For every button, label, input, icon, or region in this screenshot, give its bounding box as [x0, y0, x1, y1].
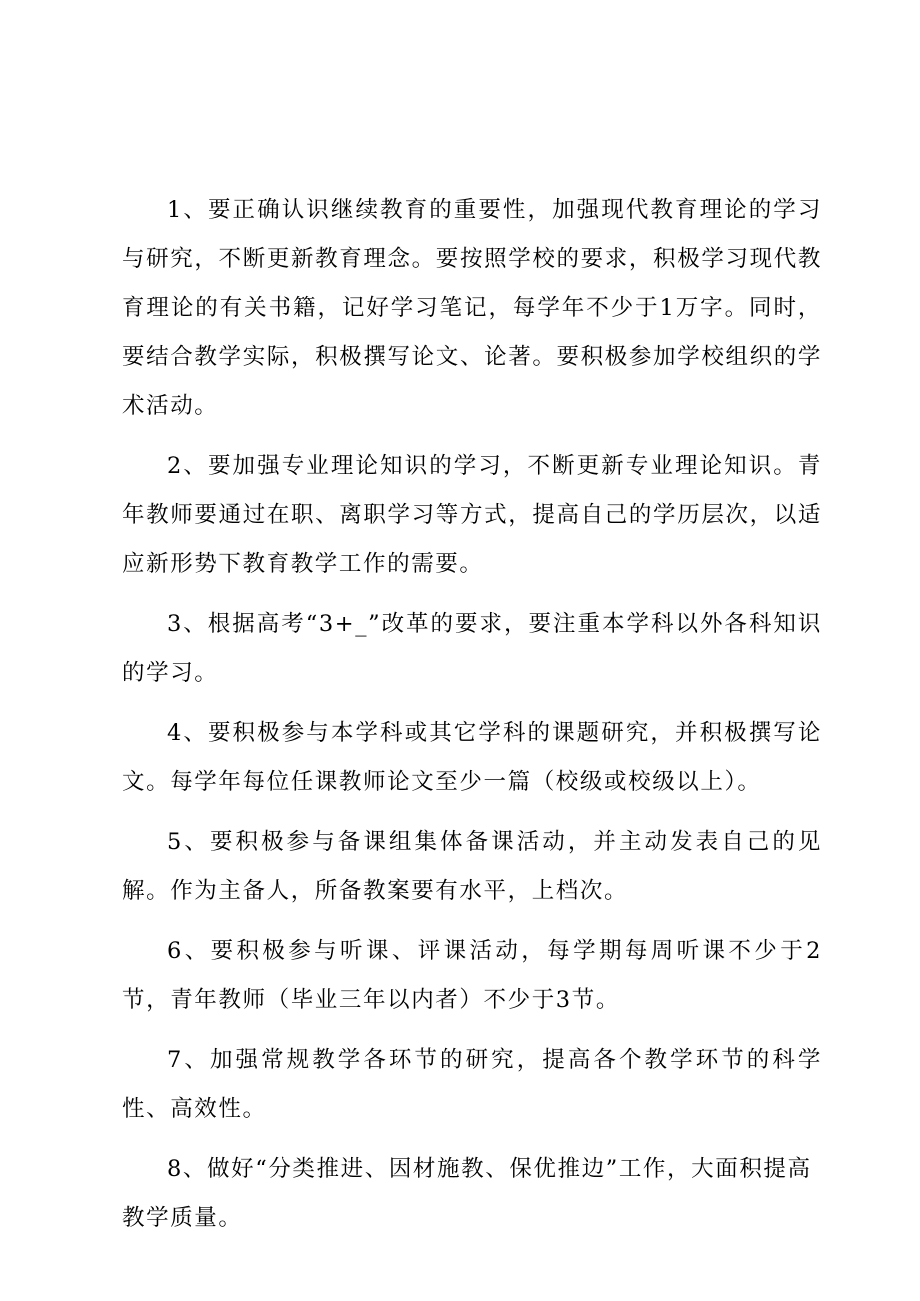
paragraph-4: 4、要积极参与本学科或其它学科的课题研究，并积极撰写论文。每学年每位任课教师论文至少一篇（校级或校级以上）。: [122, 720, 822, 795]
document-body: [122, 186, 822, 1254]
paragraph-6: 6、要积极参与听课、评课活动，每学期每周听课不少于2节，青年教师（毕业三年以内者）不少于3节。: [122, 938, 822, 1013]
paragraph-5: 5、要积极参与备课组集体备课活动，并主动发表自己的见解。作为主备人，所备教案要有水平，上档次。: [122, 829, 822, 904]
paragraph-8: 8、做好“分类推进、因材施教、保优推边”工作，大面积提高教学质量。: [122, 1156, 812, 1231]
paragraph-3: 3、根据高考“3+_”改革的要求，要注重本学科以外各科知识的学习。: [122, 611, 822, 686]
paragraph-2: 2、要加强专业理论知识的学习，不断更新专业理论知识。青年教师要通过在职、离职学习等方式，提高自己的学历层次，以适应新形势下教育教学工作的需要。: [122, 453, 822, 577]
paragraph-7: 7、加强常规教学各环节的研究，提高各个教学环节的科学性、高效性。: [122, 1047, 822, 1122]
paragraph-1: 1、要正确认识继续教育的重要性，加强现代教育理论的学习与研究，不断更新教育理念。要按照学校的要求，积极学习现代教育理论的有关书籍，记好学习笔记，每学年不少于1万字。同时，要结合教学实际，积极撰写论文、论著。要积极参加学校组织的学术活动。: [122, 197, 822, 419]
